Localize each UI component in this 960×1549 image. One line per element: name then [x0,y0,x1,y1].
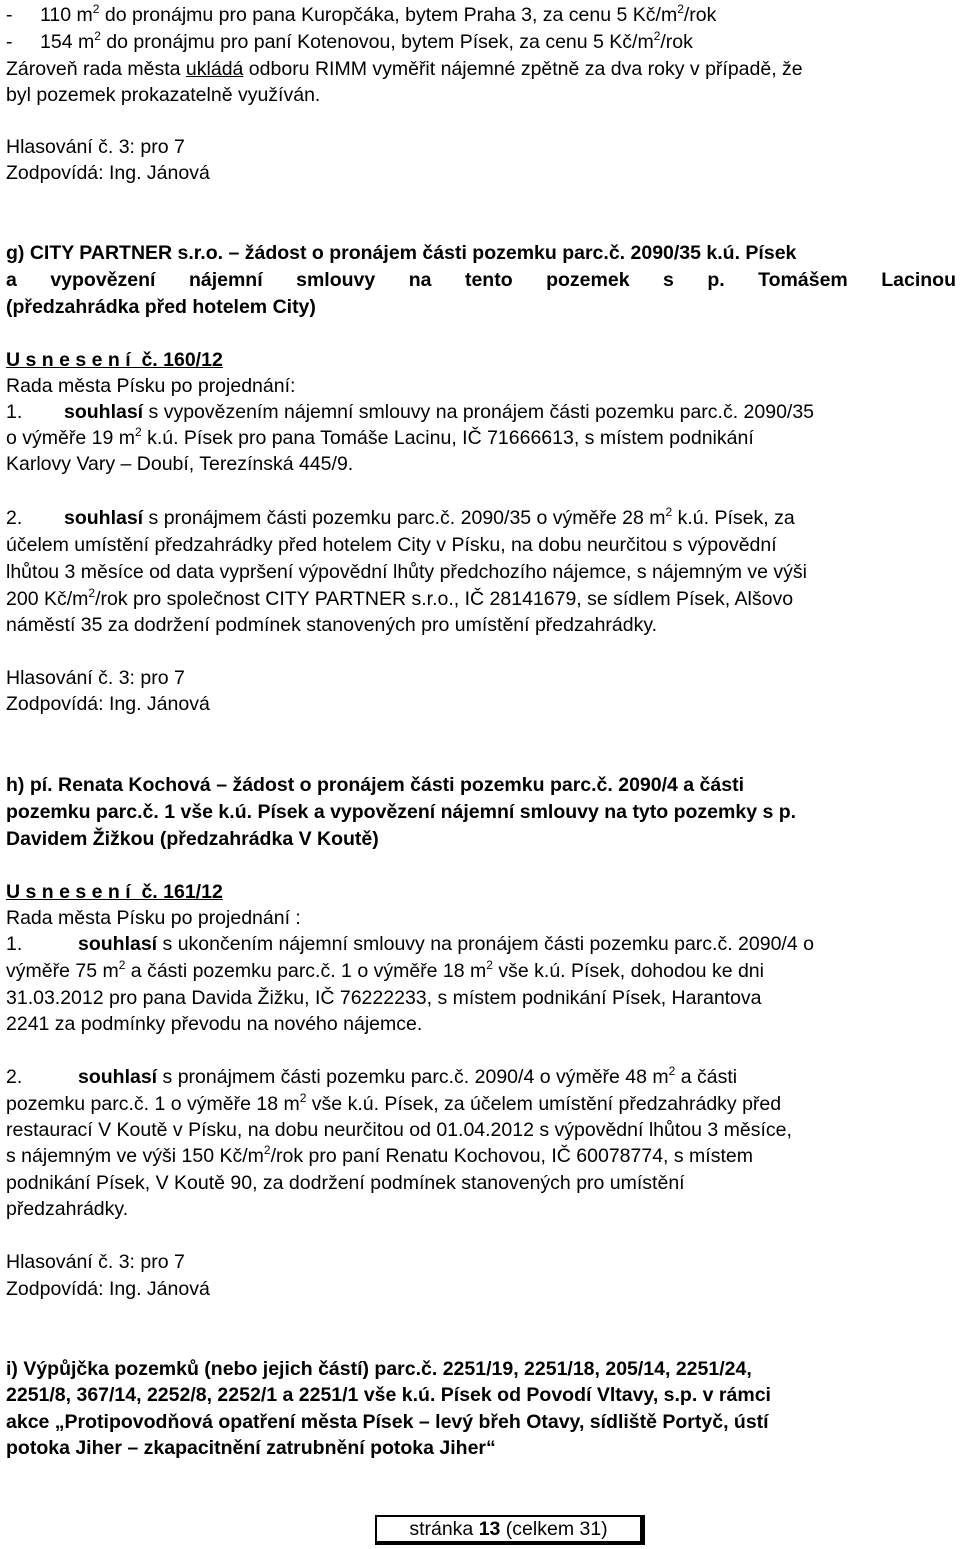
intro-bullet-2: - 154 $m^2$ do pronájmu pro paní Kotenovou, bytem Písek, za cenu 5 $Kč/m^2$/rok [6,29,693,53]
vote-line: Hlasování č. 3: pro 7 [6,1251,185,1273]
section-g-heading-3: (předzahrádka před hotelem City) [6,296,316,318]
h-point-2-line-1: 2. souhlasí s pronájmem části pozemku parc.č. 2090/4 o výměře 48 $m^2$ a části [6,1064,738,1088]
resolution-161: U s n e s e n í č. 161/12 [6,881,223,903]
section-i-heading-2: 2251/8, 367/14, 2252/8, 2252/1 a 2251/1 vše k.ú. Písek od Povodí Vltavy, s.p. v rámci [6,1384,771,1406]
section-h-heading-1: h) pí. Renata Kochová – žádost o pronájem části pozemku parc.č. 2090/4 a části [6,774,745,796]
h-point-2-line-4: s nájemným ve výši 150 $Kč/m^2$/rok pro paní Renatu Kochovou, IČ 60078774, s místem [6,1143,753,1167]
h-point-2-line-6: předzahrádky. [6,1198,129,1220]
responsible-line: Zodpovídá: Ing. Jánová [6,693,210,715]
page-number-box: stránka 13 (celkem 31) [375,1515,645,1545]
council-line-g: Rada města Písku po projednání: [6,375,296,397]
responsible-line: Zodpovídá: Ing. Jánová [6,162,210,184]
g-point-1-line-3: Karlovy Vary – Doubí, Terezínská 445/9. [6,453,354,475]
vote-line: Hlasování č. 3: pro 7 [6,667,185,689]
section-g-heading-1: g) CITY PARTNER s.r.o. – žádost o pronájem části pozemku parc.č. 2090/35 k.ú. Písek [6,242,797,264]
h-point-2-line-5: podnikání Písek, V Koutě 90, za dodržení podmínek stanovených pro umístění [6,1172,685,1194]
responsible-line: Zodpovídá: Ing. Jánová [6,1278,210,1300]
section-i-heading-4: potoka Jiher – zkapacitnění zatrubnění potoka Jiher“ [6,1437,496,1459]
h-point-1-line-1: 1. souhlasí s ukončením nájemní smlouvy na pronájem části pozemku parc.č. 2090/4 o [6,933,814,955]
h-point-1-line-3: 31.03.2012 pro pana Davida Žižku, IČ 76222233, s místem podnikání Písek, Harantova [6,987,762,1009]
g-point-2-line-2: účelem umístění předzahrádky před hotelem City v Písku, na dobu neurčitou s výpovědní [6,534,777,556]
resolution-160: U s n e s e n í č. 160/12 [6,349,223,371]
g-point-2-line-1: 2. souhlasí s pronájmem části pozemku parc.č. 2090/35 o výměře 28 $m^2$ k.ú. Písek, za [6,505,795,529]
council-line-h: Rada města Písku po projednání : [6,907,301,929]
g-point-2-line-5: náměstí 35 za dodržení podmínek stanovených pro umístění předzahrádky. [6,614,658,636]
section-h-heading-2: pozemku parc.č. 1 vše k.ú. Písek a vypovězení nájemní smlouvy na tyto pozemky s p. [6,801,797,823]
g-point-2-line-4: 200 $Kč/m^2$/rok pro společnost CITY PARTNER s.r.o., IČ 28141679, se sídlem Písek, Alšovo [6,586,794,610]
h-point-1-line-4: 2241 za podmínky převodu na nového nájemce. [6,1013,423,1035]
vote-line: Hlasování č. 3: pro 7 [6,136,185,158]
section-h-heading-3: Davidem Žižkou (předzahrádka V Koutě) [6,828,379,850]
h-point-2-line-3: restaurací V Koutě v Písku, na dobu neurčitou od 01.04.2012 s výpovědní lhůtou 3 měsíce, [6,1119,792,1141]
intro-line-3: Zároveň rada města ukládá odboru RIMM vyměřit nájemné zpětně za dva roky v případě, že [6,58,803,80]
g-point-1-line-1: 1. souhlasí s vypovězením nájemní smlouvy na pronájem části pozemku parc.č. 2090/35 [6,401,815,423]
h-point-1-line-2: výměře 75 $m^2$ a části pozemku parc.č. 1 o výměře 18 $m^2$ vše k.ú. Písek, dohodou ke dni [6,958,764,982]
intro-line-4: byl pozemek prokazatelně využíván. [6,84,321,106]
g-point-2-line-3: lhůtou 3 měsíce od data vypršení výpovědní lhůty předchozího nájemce, s nájemným ve výši [6,561,808,583]
section-g-heading-2: a vypovězení nájemní smlouvy na tento pozemek s p. Tomášem Lacinou [6,269,956,291]
section-i-heading-3: akce „Protipovodňová opatření města Písek – levý břeh Otavy, sídliště Portyč, ústí [6,1411,769,1433]
section-i-heading-1: i) Výpůjčka pozemků (nebo jejich částí) parc.č. 2251/19, 2251/18, 205/14, 2251/24, [6,1358,752,1380]
intro-bullet-1: - 110 $m^2$ do pronájmu pro pana Kuropčáka, bytem Praha 3, za cenu 5 $Kč/m^2$/rok [6,2,717,26]
h-point-2-line-2: pozemku parc.č. 1 o výměře 18 $m^2$ vše k.ú. Písek, za účelem umístění předzahrádky před [6,1091,782,1115]
g-point-1-line-2: o výměře 19 $m^2$ k.ú. Písek pro pana Tomáše Lacinu, IČ 71666613, s místem podnikání [6,425,754,449]
